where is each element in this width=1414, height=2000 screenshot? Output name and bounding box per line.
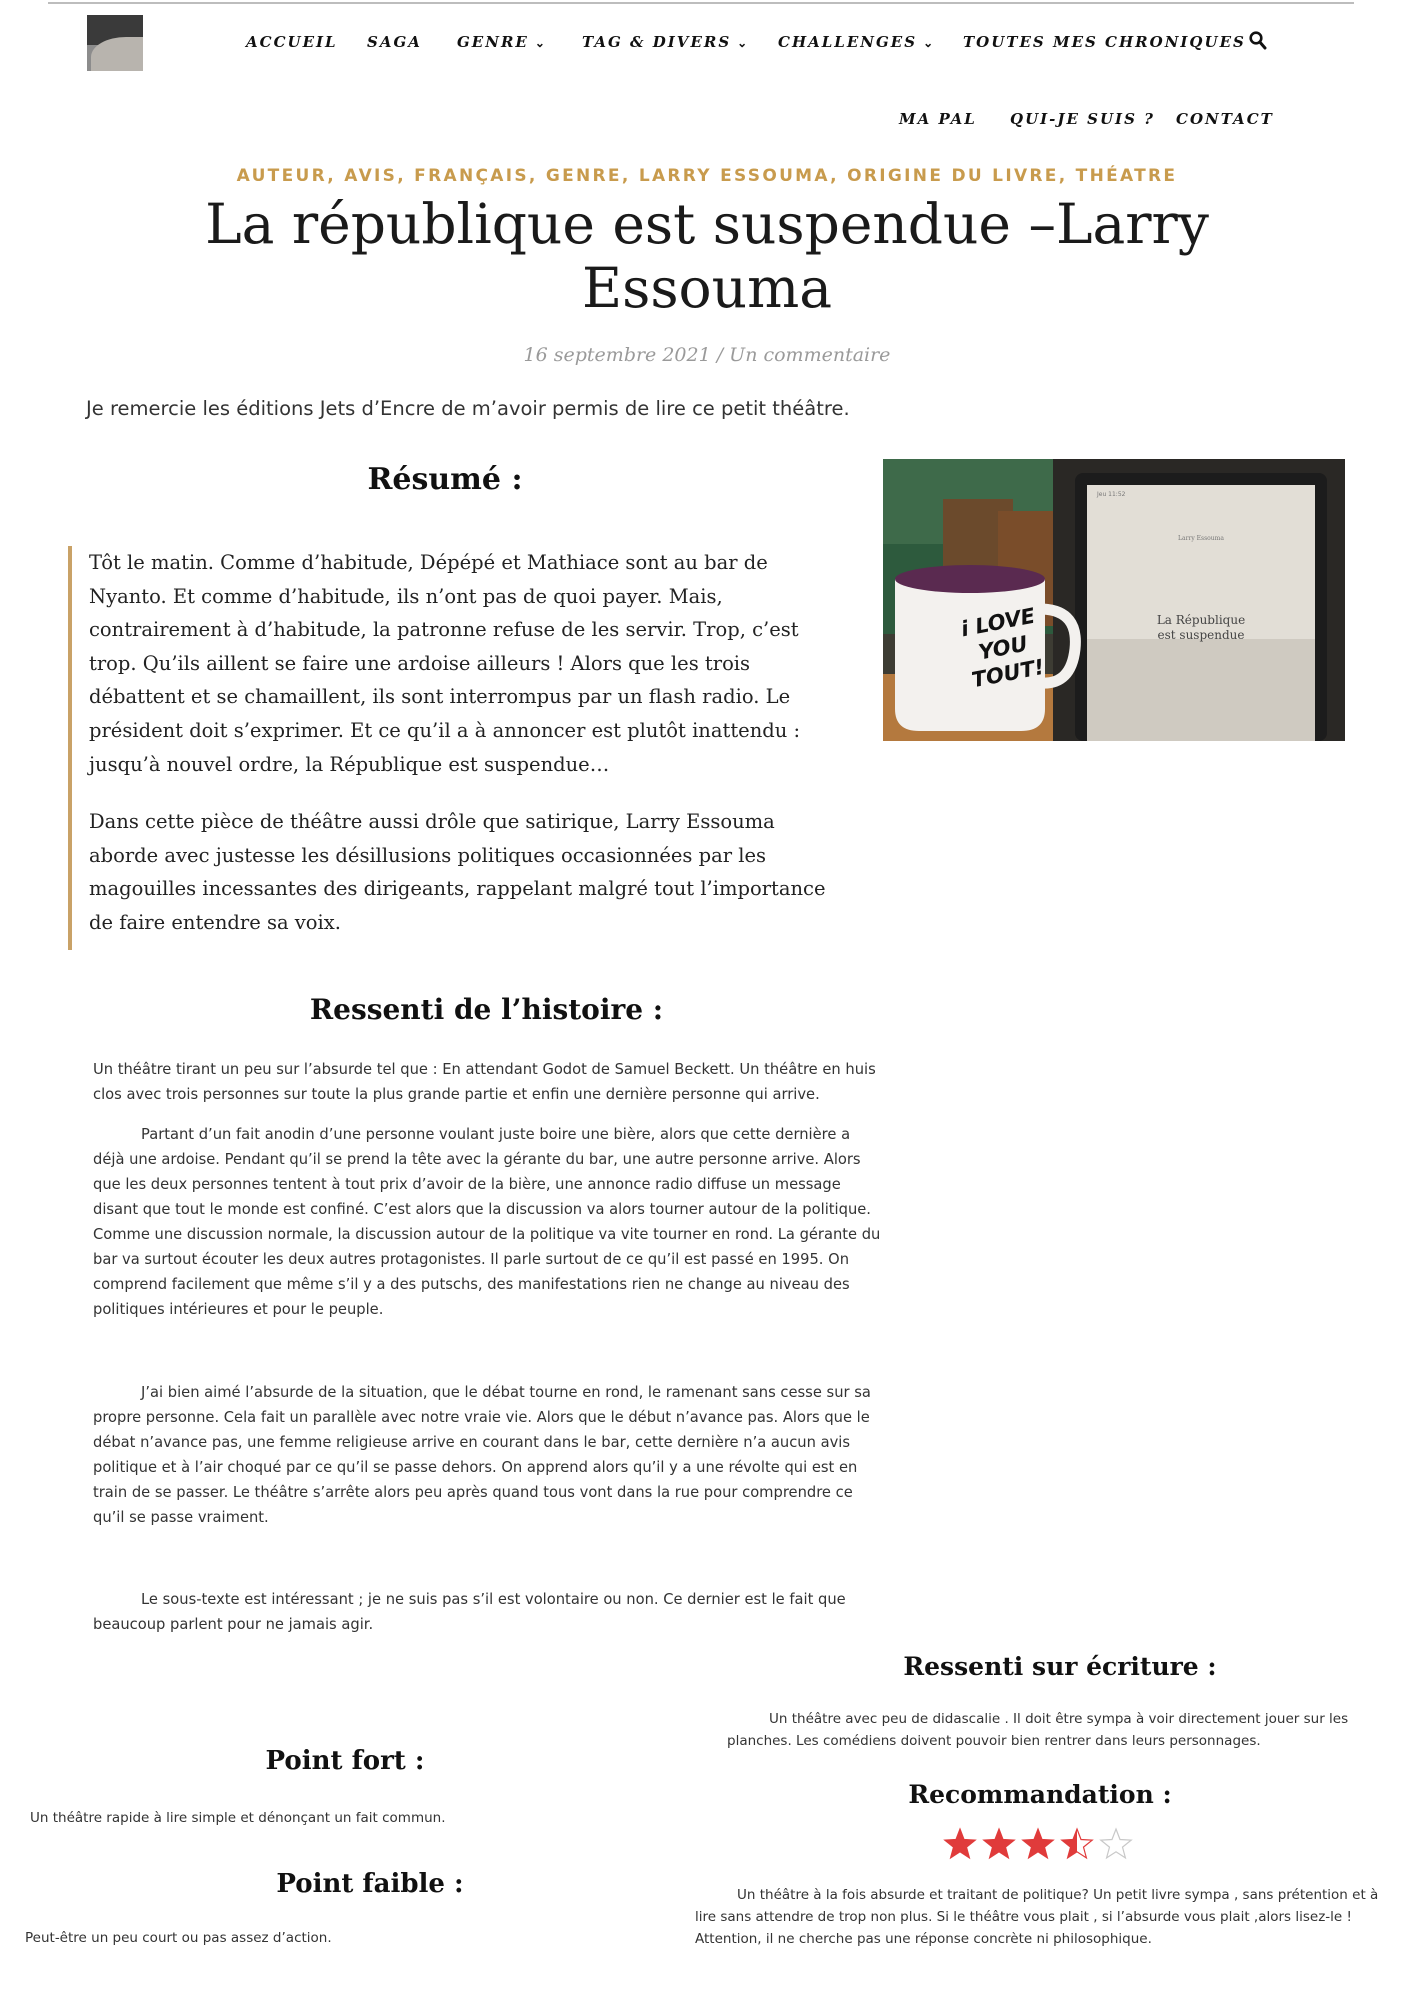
rating-star xyxy=(1062,1829,1092,1858)
site-logo[interactable] xyxy=(87,15,143,71)
point-faible-text: Peut-être un peu court ou pas assez d’action. xyxy=(25,1930,332,1946)
mug-text: i LOVE YOU TOUT! xyxy=(959,603,1047,693)
resume-heading: Résumé : xyxy=(367,462,523,497)
resume-paragraph: Dans cette pièce de théâtre aussi drôle que satirique, Larry Essouma aborde avec justesse les désillusions politiques occasionnées par les magouilles incessantes des dirigeants, rappelant malgré tout l’importance de faire entendre sa voix. xyxy=(89,810,826,934)
rating-star xyxy=(984,1829,1014,1858)
ereader-author: Larry Essouma xyxy=(1178,535,1224,542)
point-fort-heading: Point fort : xyxy=(265,1746,425,1776)
nav-item-saga[interactable]: SAGA xyxy=(367,33,422,51)
chevron-down-icon: ⌄ xyxy=(534,36,545,50)
book-photo xyxy=(883,459,1345,741)
chevron-down-icon: ⌄ xyxy=(923,36,934,50)
ereader-title: La République est suspendue xyxy=(1156,613,1246,642)
chevron-down-icon: ⌄ xyxy=(737,36,748,50)
star-rating xyxy=(942,1827,1142,1863)
post-categories[interactable]: AUTEUR, AVIS, FRANÇAIS, GENRE, LARRY ESSOUMA, ORIGINE DU LIVRE, THÉATRE xyxy=(236,166,1178,186)
nav-item-contact[interactable]: CONTACT xyxy=(1176,110,1274,128)
point-fort-text: Un théâtre rapide à lire simple et dénonçant un fait commun. xyxy=(30,1810,446,1826)
nav-item-toutes-mes-chroniques[interactable]: TOUTES MES CHRONIQUES xyxy=(963,33,1246,51)
resume-blockquote xyxy=(68,546,830,950)
nav-item-tag-divers[interactable]: TAG & DIVERS ⌄ xyxy=(582,33,748,51)
nav-item-accueil[interactable]: ACCUEIL xyxy=(246,33,338,51)
rating-star xyxy=(1101,1829,1131,1858)
thanks-text: Je remercie les éditions Jets d’Encre de m’avoir permis de lire ce petit théâtre. xyxy=(86,397,850,420)
rating-star xyxy=(1023,1829,1053,1858)
ressenti-paragraph: Un théâtre tirant un peu sur l’absurde tel que : En attendant Godot de Samuel Beckett. Un théâtre en huis clos avec trois personnes sur toute la plus grande partie et enfin une dernière personne qui arrive. xyxy=(93,1061,876,1103)
search-icon[interactable] xyxy=(1249,31,1267,51)
nav-item-challenges[interactable]: CHALLENGES ⌄ xyxy=(778,33,934,51)
header-top-rule xyxy=(48,2,1354,4)
ressenti-paragraph: Le sous-texte est intéressant ; je ne suis pas s’il est volontaire ou non. Ce dernier est le fait que beaucoup parlent pour ne jamais agir. xyxy=(93,1591,846,1633)
rating-star xyxy=(945,1829,975,1858)
resume-paragraph: Tôt le matin. Comme d’habitude, Dépépé et Mathiace sont au bar de Nyanto. Et comme d’habitude, ils n’ont pas de quoi payer. Mais, contrairement à d’habitude, la patronne refuse de les servir. Trop, c’est trop. Qu’ils aillent se faire une ardoise ailleurs ! Alors que les trois débattent et se chamaillent, ils sont interrompus par un flash radio. Le président doit s’exprimer. Et ce qu’il a à annoncer est plutôt inattendu : jusqu’à nouvel ordre, la République est suspendue… xyxy=(89,551,801,776)
post-meta[interactable]: 16 septembre 2021 / Un commentaire xyxy=(523,344,891,366)
ressenti-paragraph: J’ai bien aimé l’absurde de la situation, que le débat tourne en rond, le ramenant sans cesse sur sa propre personne. Cela fait un parallèle avec notre vraie vie. Alors que le début n’avance pas. Alors que le débat n’avance pas, une femme religieuse arrive en courant dans le bar, cette dernière n’a aucun avis politique et à l’air choqué par ce qu’il se passe dehors. On apprend alors qu’il y a une révolte qui est en train de se passer. Le théâtre s’arrête alors peu après quand tous vont dans la rue pour comprendre ce qu’il se passe vraiment. xyxy=(93,1384,871,1526)
nav-item-genre[interactable]: GENRE ⌄ xyxy=(457,33,545,51)
recommandation-text: Un théâtre à la fois absurde et traitant de politique? Un petit livre sympa , sans prétention et à lire sans attendre de trop non plus. Si le théâtre vous plait , si l’absurde vous plait ,alors lisez-le ! Attention, il ne cherche pas une réponse concrète ni philosophique. xyxy=(695,1887,1379,1947)
recommandation-heading: Recommandation : xyxy=(908,1780,1172,1809)
post-title: La république est suspendue –Larry Essouma xyxy=(205,192,1209,320)
ressenti-ecriture-text: Un théâtre avec peu de didascalie . Il doit être sympa à voir directement jouer sur les planches. Les comédiens doivent pouvoir bien rentrer dans leurs personnages. xyxy=(727,1711,1349,1749)
ereader-status: Jeu 11:52 xyxy=(1097,491,1126,498)
ressenti-ecriture-heading: Ressenti sur écriture : xyxy=(903,1652,1217,1681)
nav-item-qui-je-suis[interactable]: QUI-JE SUIS ? xyxy=(1010,110,1155,128)
ressenti-paragraph: Partant d’un fait anodin d’une personne voulant juste boire une bière, alors que cette dernière a déjà une ardoise. Pendant qu’il se prend la tête avec la gérante du bar, une autre personne arrive. Alors que les deux personnes tentent à tout prix d’avoir de la bière, une annonce radio diffuse un message disant que tout le monde est confiné. C’est alors que la discussion va alors tourner autour de la politique. Comme une discussion normale, la discussion autour de la politique va vite tourner en rond. La gérante du bar va surtout écouter les deux autres protagonistes. Il parle surtout de ce qu’il est passé en 1995. On comprend facilement que même s’il y a des putschs, des manifestations rien ne change au niveau des politiques intérieures et pour le peuple. xyxy=(93,1126,881,1318)
point-faible-heading: Point faible : xyxy=(276,1869,464,1899)
nav-item-ma-pal[interactable]: MA PAL xyxy=(899,110,977,128)
ressenti-histoire-heading: Ressenti de l’histoire : xyxy=(309,993,664,1026)
